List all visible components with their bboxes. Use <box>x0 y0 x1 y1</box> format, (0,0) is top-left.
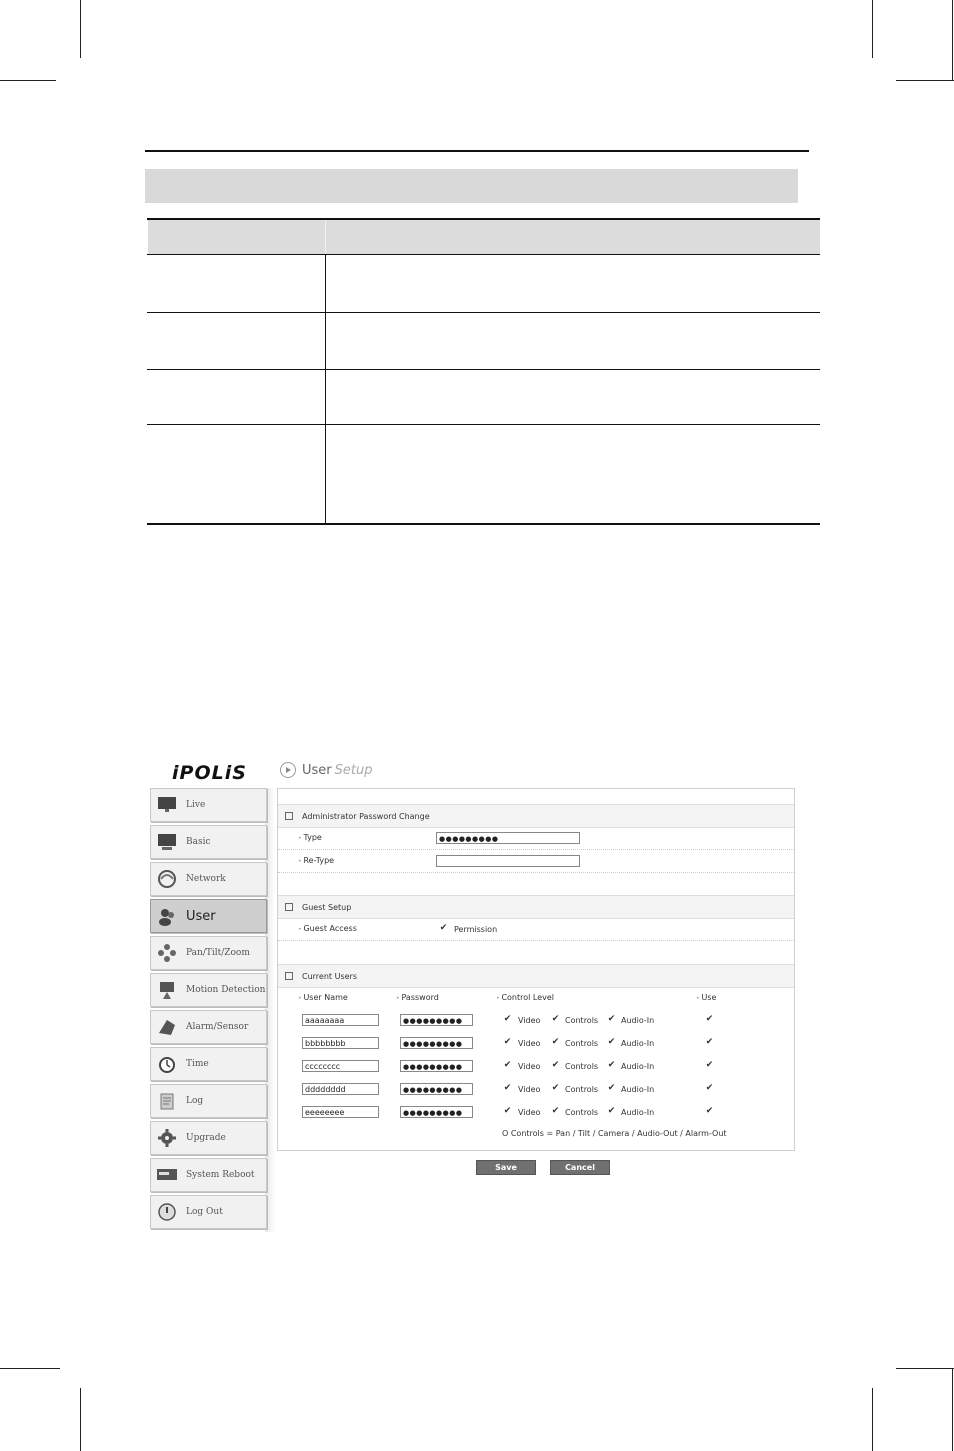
sidebar-item-time[interactable] <box>150 1047 267 1081</box>
video-checkbox[interactable]: ✔ <box>503 1014 512 1024</box>
username-input[interactable]: cccccccc <box>302 1060 379 1072</box>
crop-mark <box>80 0 81 58</box>
sidebar-item-label: System Reboot <box>186 1170 255 1180</box>
users-section-header <box>278 964 794 988</box>
type-label: • Type <box>298 833 322 842</box>
use-checkbox[interactable]: ✔ <box>705 1037 714 1047</box>
video-checkbox[interactable]: ✔ <box>503 1083 512 1093</box>
crop-mark <box>952 1368 953 1451</box>
guest-access-row <box>278 918 794 941</box>
logout-icon <box>156 1201 178 1223</box>
col-control-level: • Control Level <box>496 993 554 1002</box>
audio-in-checkbox[interactable]: ✔ <box>607 1037 616 1047</box>
section-band <box>145 169 798 203</box>
controls-checkbox[interactable]: ✔ <box>551 1037 560 1047</box>
col-username: • User Name <box>298 993 348 1002</box>
collapse-icon[interactable] <box>285 972 293 980</box>
permission-label: Permission <box>454 925 498 934</box>
crop-mark <box>872 0 873 58</box>
controls-checkbox[interactable]: ✔ <box>551 1083 560 1093</box>
controls-note: O Controls = Pan / Tilt / Camera / Audio-Out / Alarm-Out <box>502 1129 727 1138</box>
admin-retype-input[interactable] <box>436 855 580 867</box>
user-icon <box>156 905 178 927</box>
permission-checkbox[interactable]: ✔ <box>439 923 448 933</box>
crop-mark <box>952 0 953 80</box>
clock-icon <box>156 1053 178 1075</box>
sidebar-item-system-reboot[interactable] <box>150 1158 267 1192</box>
controls-label: Controls <box>565 1039 599 1048</box>
page-title <box>280 762 372 778</box>
motion-icon <box>156 979 178 1001</box>
password-input[interactable]: ●●●●●●●●● <box>400 1014 473 1026</box>
sidebar-item-label: Network <box>186 874 226 884</box>
controls-label: Controls <box>565 1016 599 1025</box>
video-checkbox[interactable]: ✔ <box>503 1037 512 1047</box>
sidebar-item-user[interactable] <box>150 899 267 933</box>
username-input[interactable]: eeeeeeee <box>302 1106 379 1118</box>
users-header-row <box>278 987 794 1009</box>
sidebar-item-label: Live <box>186 800 206 810</box>
guest-section-header <box>278 895 794 919</box>
use-checkbox[interactable]: ✔ <box>705 1083 714 1093</box>
password-input[interactable]: ●●●●●●●●● <box>400 1106 473 1118</box>
page-title-main: User <box>302 762 332 778</box>
sidebar-item-label: Upgrade <box>186 1133 226 1143</box>
video-checkbox[interactable]: ✔ <box>503 1106 512 1116</box>
retype-label: • Re-Type <box>298 856 334 865</box>
monitor-icon <box>156 794 178 816</box>
video-label: Video <box>518 1039 541 1048</box>
video-label: Video <box>518 1108 541 1117</box>
section-title: Administrator Password Change <box>302 811 430 821</box>
monitor-icon <box>156 831 178 853</box>
ptz-icon <box>156 942 178 964</box>
section-title: Current Users <box>302 971 357 981</box>
audio-in-checkbox[interactable]: ✔ <box>607 1083 616 1093</box>
password-input[interactable]: ●●●●●●●●● <box>400 1083 473 1095</box>
gear-icon <box>156 1127 178 1149</box>
network-icon <box>156 868 178 890</box>
sidebar-item-motion-detection[interactable] <box>150 973 267 1007</box>
table-header <box>148 220 820 254</box>
use-checkbox[interactable]: ✔ <box>705 1014 714 1024</box>
audio-in-label: Audio-In <box>621 1108 655 1117</box>
sidebar-item-label: User <box>186 908 216 924</box>
sidebar-item-label: Time <box>186 1059 209 1069</box>
username-input[interactable]: aaaaaaaa <box>302 1014 379 1026</box>
video-label: Video <box>518 1016 541 1025</box>
crop-mark <box>896 80 954 81</box>
section-title: Guest Setup <box>302 902 352 912</box>
sidebar-item-label: Log Out <box>186 1207 223 1217</box>
crop-mark <box>896 1368 954 1369</box>
sidebar-item-label: Pan/Tilt/Zoom <box>186 948 250 958</box>
audio-in-label: Audio-In <box>621 1039 655 1048</box>
crop-mark <box>0 80 56 81</box>
sidebar-item-label: Motion Detection <box>186 985 266 995</box>
page-title-sub: Setup <box>334 762 373 778</box>
sidebar-item-label: Alarm/Sensor <box>186 1022 249 1032</box>
reboot-icon <box>156 1164 178 1186</box>
table-row <box>278 1056 794 1078</box>
audio-in-label: Audio-In <box>621 1085 655 1094</box>
controls-label: Controls <box>565 1062 599 1071</box>
sidebar-item-basic[interactable] <box>150 825 267 859</box>
user-setup-panel <box>277 788 795 1151</box>
audio-in-label: Audio-In <box>621 1062 655 1071</box>
use-checkbox[interactable]: ✔ <box>705 1106 714 1116</box>
sidebar-item-alarm-sensor[interactable] <box>150 1010 267 1044</box>
admin-retype-row <box>278 850 794 873</box>
table-row <box>278 1033 794 1055</box>
sidebar-item-log[interactable] <box>150 1084 267 1118</box>
video-label: Video <box>518 1085 541 1094</box>
video-label: Video <box>518 1062 541 1071</box>
controls-checkbox[interactable]: ✔ <box>551 1060 560 1070</box>
crop-mark <box>80 1388 81 1451</box>
audio-in-label: Audio-In <box>621 1016 655 1025</box>
sidebar-item-network[interactable] <box>150 862 267 896</box>
guest-access-label: • Guest Access <box>298 924 357 933</box>
crop-mark <box>872 1388 873 1451</box>
collapse-icon[interactable] <box>285 903 293 911</box>
password-input[interactable]: ●●●●●●●●● <box>400 1060 473 1072</box>
controls-label: Controls <box>565 1108 599 1117</box>
collapse-icon[interactable] <box>285 812 293 820</box>
header-rule <box>145 150 809 152</box>
username-input[interactable]: dddddddd <box>302 1083 379 1095</box>
col-use: • Use <box>696 993 716 1002</box>
username-input[interactable]: bbbbbbbb <box>302 1037 379 1049</box>
col-password: • Password <box>396 993 439 1002</box>
admin-type-row <box>278 827 794 850</box>
save-button[interactable]: Save <box>476 1160 536 1175</box>
cancel-button[interactable]: Cancel <box>550 1160 610 1175</box>
audio-in-checkbox[interactable]: ✔ <box>607 1014 616 1024</box>
sidebar-item-log-out[interactable] <box>150 1195 267 1229</box>
controls-label: Controls <box>565 1085 599 1094</box>
admin-password-input[interactable]: ●●●●●●●●● <box>436 832 580 844</box>
use-checkbox[interactable]: ✔ <box>705 1060 714 1070</box>
table-row <box>278 1010 794 1032</box>
audio-in-checkbox[interactable]: ✔ <box>607 1106 616 1116</box>
sidebar-item-ptz[interactable] <box>150 936 267 970</box>
sidebar-item-upgrade[interactable] <box>150 1121 267 1155</box>
controls-checkbox[interactable]: ✔ <box>551 1106 560 1116</box>
password-input[interactable]: ●●●●●●●●● <box>400 1037 473 1049</box>
table-row <box>278 1102 794 1124</box>
sidebar-item-label: Basic <box>186 837 211 847</box>
table-row <box>278 1079 794 1101</box>
ipolis-logo: iPOLiS <box>172 762 247 784</box>
sidebar-item-label: Log <box>186 1096 204 1106</box>
play-circle-icon <box>280 762 296 778</box>
sidebar-item-live[interactable] <box>150 788 267 822</box>
controls-checkbox[interactable]: ✔ <box>551 1014 560 1024</box>
video-checkbox[interactable]: ✔ <box>503 1060 512 1070</box>
log-icon <box>156 1090 178 1112</box>
admin-section-header <box>278 804 794 828</box>
audio-in-checkbox[interactable]: ✔ <box>607 1060 616 1070</box>
crop-mark <box>0 1368 60 1369</box>
alarm-icon <box>156 1016 178 1038</box>
user-setup-screenshot <box>148 752 812 1232</box>
